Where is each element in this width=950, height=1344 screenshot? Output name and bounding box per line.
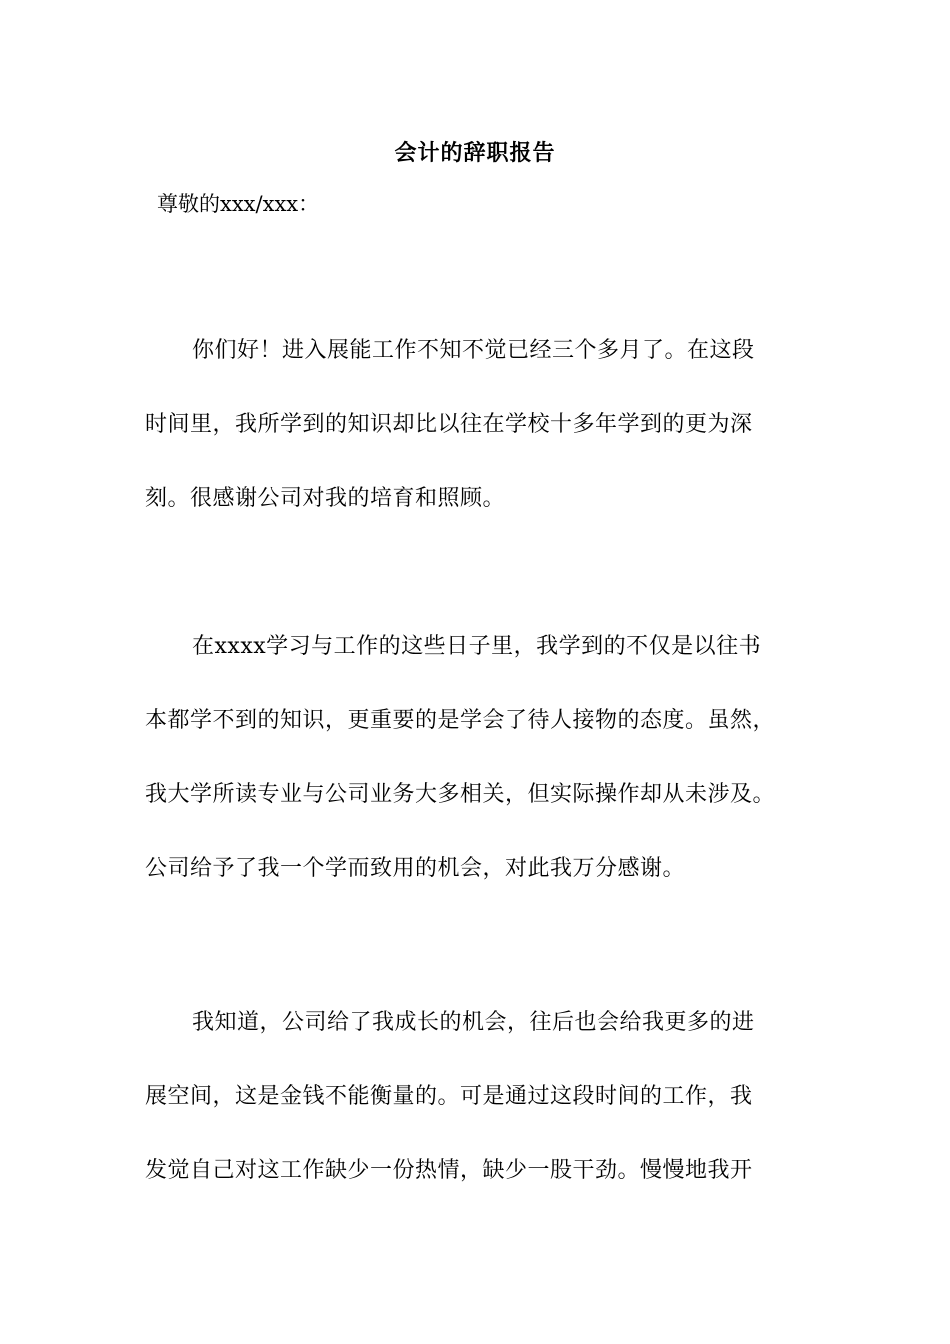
paragraph-line: 在xxxx学习与工作的这些日子里，我学到的不仅是以往书 (192, 634, 762, 659)
paragraph-line: 我大学所读专业与公司业务大多相关，但实际操作却从未涉及。 (145, 782, 776, 807)
paragraph-line: 我知道，公司给了我成长的机会，往后也会给我更多的进 (192, 1010, 755, 1035)
paragraph-line: 公司给予了我一个学而致用的机会，对此我万分感谢。 (145, 856, 686, 881)
paragraph-line: 刻。很感谢公司对我的培育和照顾。 (145, 486, 506, 511)
paragraph-1 (145, 336, 825, 558)
paragraph-line: 发觉自己对这工作缺少一份热情，缺少一股干劲。慢慢地我开 (145, 1158, 753, 1183)
paragraph-line: 展空间，这是金钱不能衡量的。可是通过这段时间的工作，我 (145, 1084, 753, 1109)
salutation: 尊敬的xxx/xxx： (157, 192, 320, 216)
paragraph-line: 你们好！进入展能工作不知不觉已经三个多月了。在这段 (192, 338, 755, 363)
paragraph-2 (145, 632, 825, 928)
paragraph-line: 时间里，我所学到的知识却比以往在学校十多年学到的更为深 (145, 412, 753, 437)
paragraph-3 (145, 1008, 825, 1230)
paragraph-line: 本都学不到的知识，更重要的是学会了待人接物的态度。虽然， (145, 708, 776, 733)
document-title: 会计的辞职报告 (394, 141, 556, 166)
